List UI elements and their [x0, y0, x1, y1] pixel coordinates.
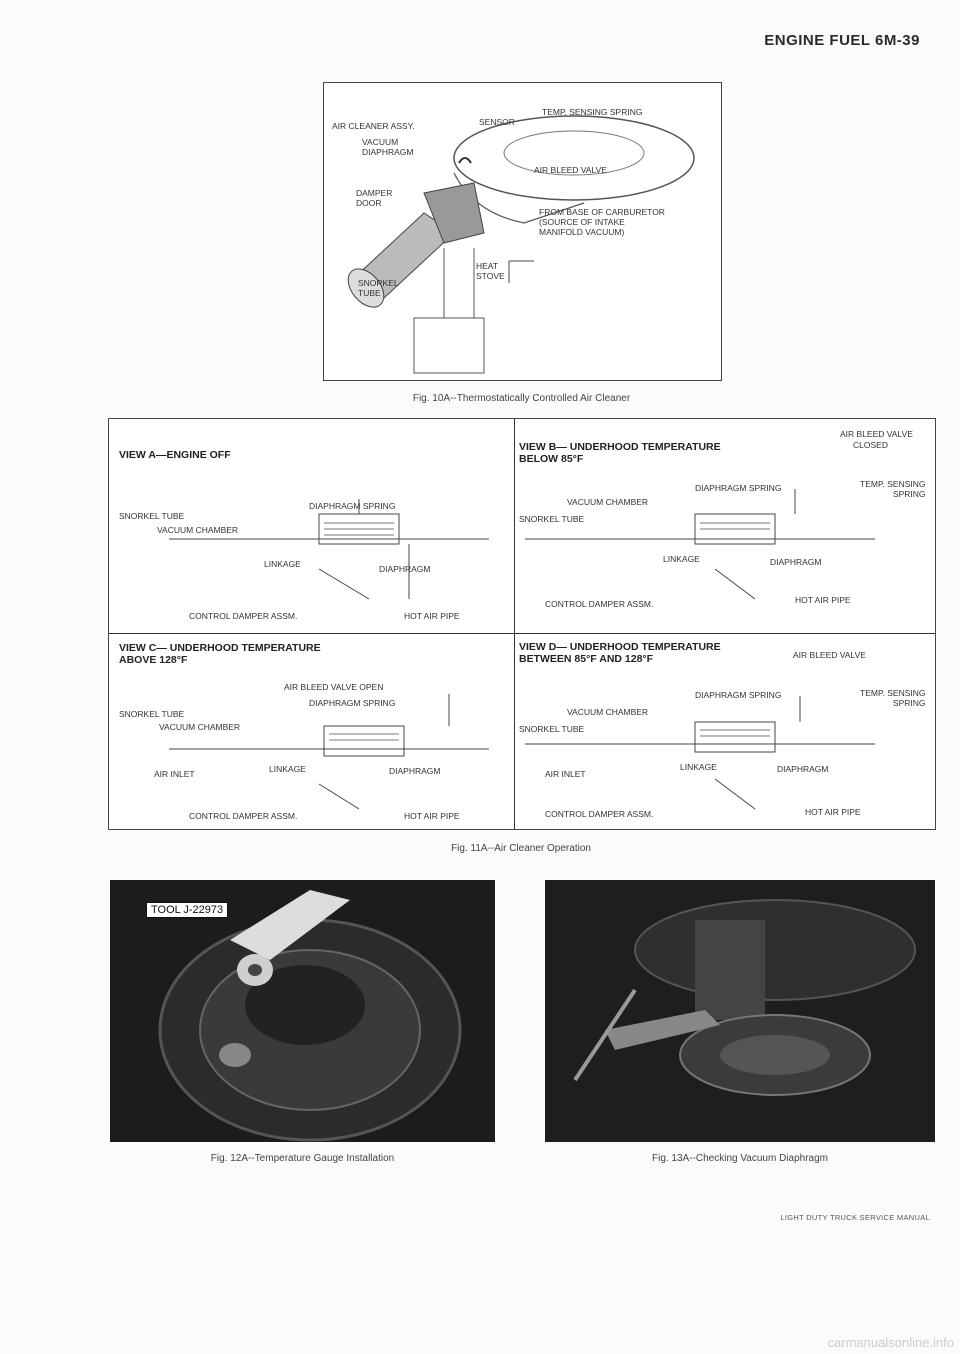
footer: LIGHT DUTY TRUCK SERVICE MANUAL [780, 1213, 930, 1222]
view-c-hotpipe: HOT AIR PIPE [404, 811, 460, 821]
view-b-linkage: LINKAGE [663, 554, 700, 564]
view-d-title: VIEW D— UNDERHOOD TEMPERATURE BETWEEN 85°F AND 128°F [519, 641, 721, 665]
view-d-hotpipe: HOT AIR PIPE [805, 807, 861, 817]
view-b-bleed: AIR BLEED VALVE [840, 429, 913, 439]
view-c-bleed-open: AIR BLEED VALVE OPEN [284, 682, 384, 692]
view-b-snorkel: SNORKEL TUBE [519, 514, 585, 524]
view-a-control: CONTROL DAMPER ASSM. [189, 611, 298, 621]
view-d-temp-spring: TEMP. SENSING SPRING [860, 688, 926, 708]
view-c [109, 634, 514, 829]
fig10-label-heat-stove: HEAT STOVE [476, 261, 505, 281]
view-a-linkage: LINKAGE [264, 559, 301, 569]
view-c-title: VIEW C— UNDERHOOD TEMPERATURE ABOVE 128°F [119, 642, 321, 666]
view-d-linkage: LINKAGE [680, 762, 717, 772]
fig10-label-sensor: SENSOR [479, 117, 515, 127]
fig10-label-damper-door: DAMPER DOOR [356, 188, 393, 208]
fig10-label-carb-source: FROM BASE OF CARBURETOR (SOURCE OF INTAKE MANIFOLD VACUUM) [539, 207, 665, 237]
view-b-vacuum: VACUUM CHAMBER [567, 497, 649, 507]
view-a-hotpipe: HOT AIR PIPE [404, 611, 460, 621]
view-d-diaphragm: DIAPHRAGM [777, 764, 829, 774]
view-c-linkage: LINKAGE [269, 764, 306, 774]
view-d-snorkel: SNORKEL TUBE [519, 724, 585, 734]
view-b-hotpipe: HOT AIR PIPE [795, 595, 851, 605]
view-c-diaphragm: DIAPHRAGM [389, 766, 441, 776]
fig10-label-air-cleaner: AIR CLEANER ASSY. [332, 121, 415, 131]
view-b-control: CONTROL DAMPER ASSM. [545, 599, 654, 609]
view-b-spring: DIAPHRAGM SPRING [695, 483, 782, 493]
view-b-closed: CLOSED [853, 440, 888, 450]
view-d-vacuum: VACUUM CHAMBER [567, 707, 649, 717]
fig12-photo-drawing [110, 880, 495, 1142]
view-b-diaphragm: DIAPHRAGM [770, 557, 822, 567]
fig10-label-temp-spring: TEMP. SENSING SPRING [542, 107, 643, 117]
view-a-snorkel: SNORKEL TUBE [119, 511, 185, 521]
fig10-illustration [323, 82, 722, 381]
view-d-bleed: AIR BLEED VALVE [793, 650, 866, 660]
view-d-control: CONTROL DAMPER ASSM. [545, 809, 654, 819]
view-a-diaphragm: DIAPHRAGM [379, 564, 431, 574]
watermark: carmanualsonline.info [827, 1335, 954, 1350]
view-a-title: VIEW A—ENGINE OFF [119, 449, 231, 461]
fig11-caption: Fig. 11A--Air Cleaner Operation [451, 843, 591, 854]
view-d [515, 634, 935, 829]
fig13-photo-drawing [545, 880, 935, 1142]
fig10-label-vacuum-diaphragm: VACUUM DIAPHRAGM [362, 137, 414, 157]
view-d-inlet: AIR INLET [545, 769, 586, 779]
fig12-caption: Fig. 12A--Temperature Gauge Installation [210, 1153, 395, 1164]
tool-label: TOOL J-22973 [146, 902, 228, 918]
fig13-caption: Fig. 13A--Checking Vacuum Diaphragm [651, 1153, 828, 1164]
fig10-label-snorkel: SNORKEL TUBE [358, 278, 399, 298]
view-a [109, 419, 514, 633]
fig12-photo [110, 880, 495, 1142]
view-c-inlet: AIR INLET [154, 769, 195, 779]
fig13-photo [545, 880, 935, 1142]
view-b-temp-spring: TEMP. SENSING SPRING [860, 479, 926, 499]
view-c-vacuum: VACUUM CHAMBER [159, 722, 241, 732]
view-c-snorkel: SNORKEL TUBE [119, 709, 185, 719]
fig10-label-air-bleed: AIR BLEED VALVE [534, 165, 607, 175]
fig11-panel [108, 418, 936, 830]
view-d-spring: DIAPHRAGM SPRING [695, 690, 782, 700]
view-b-title: VIEW B— UNDERHOOD TEMPERATURE BELOW 85°F [519, 441, 721, 465]
view-c-control: CONTROL DAMPER ASSM. [189, 811, 298, 821]
view-c-spring: DIAPHRAGM SPRING [309, 698, 396, 708]
fig10-caption: Fig. 10A--Thermostatically Controlled Air Cleaner [412, 393, 631, 404]
view-b [515, 419, 935, 633]
view-a-spring: DIAPHRAGM SPRING [309, 501, 396, 511]
page-header: ENGINE FUEL 6M-39 [764, 32, 920, 49]
view-a-vacuum: VACUUM CHAMBER [157, 525, 239, 535]
